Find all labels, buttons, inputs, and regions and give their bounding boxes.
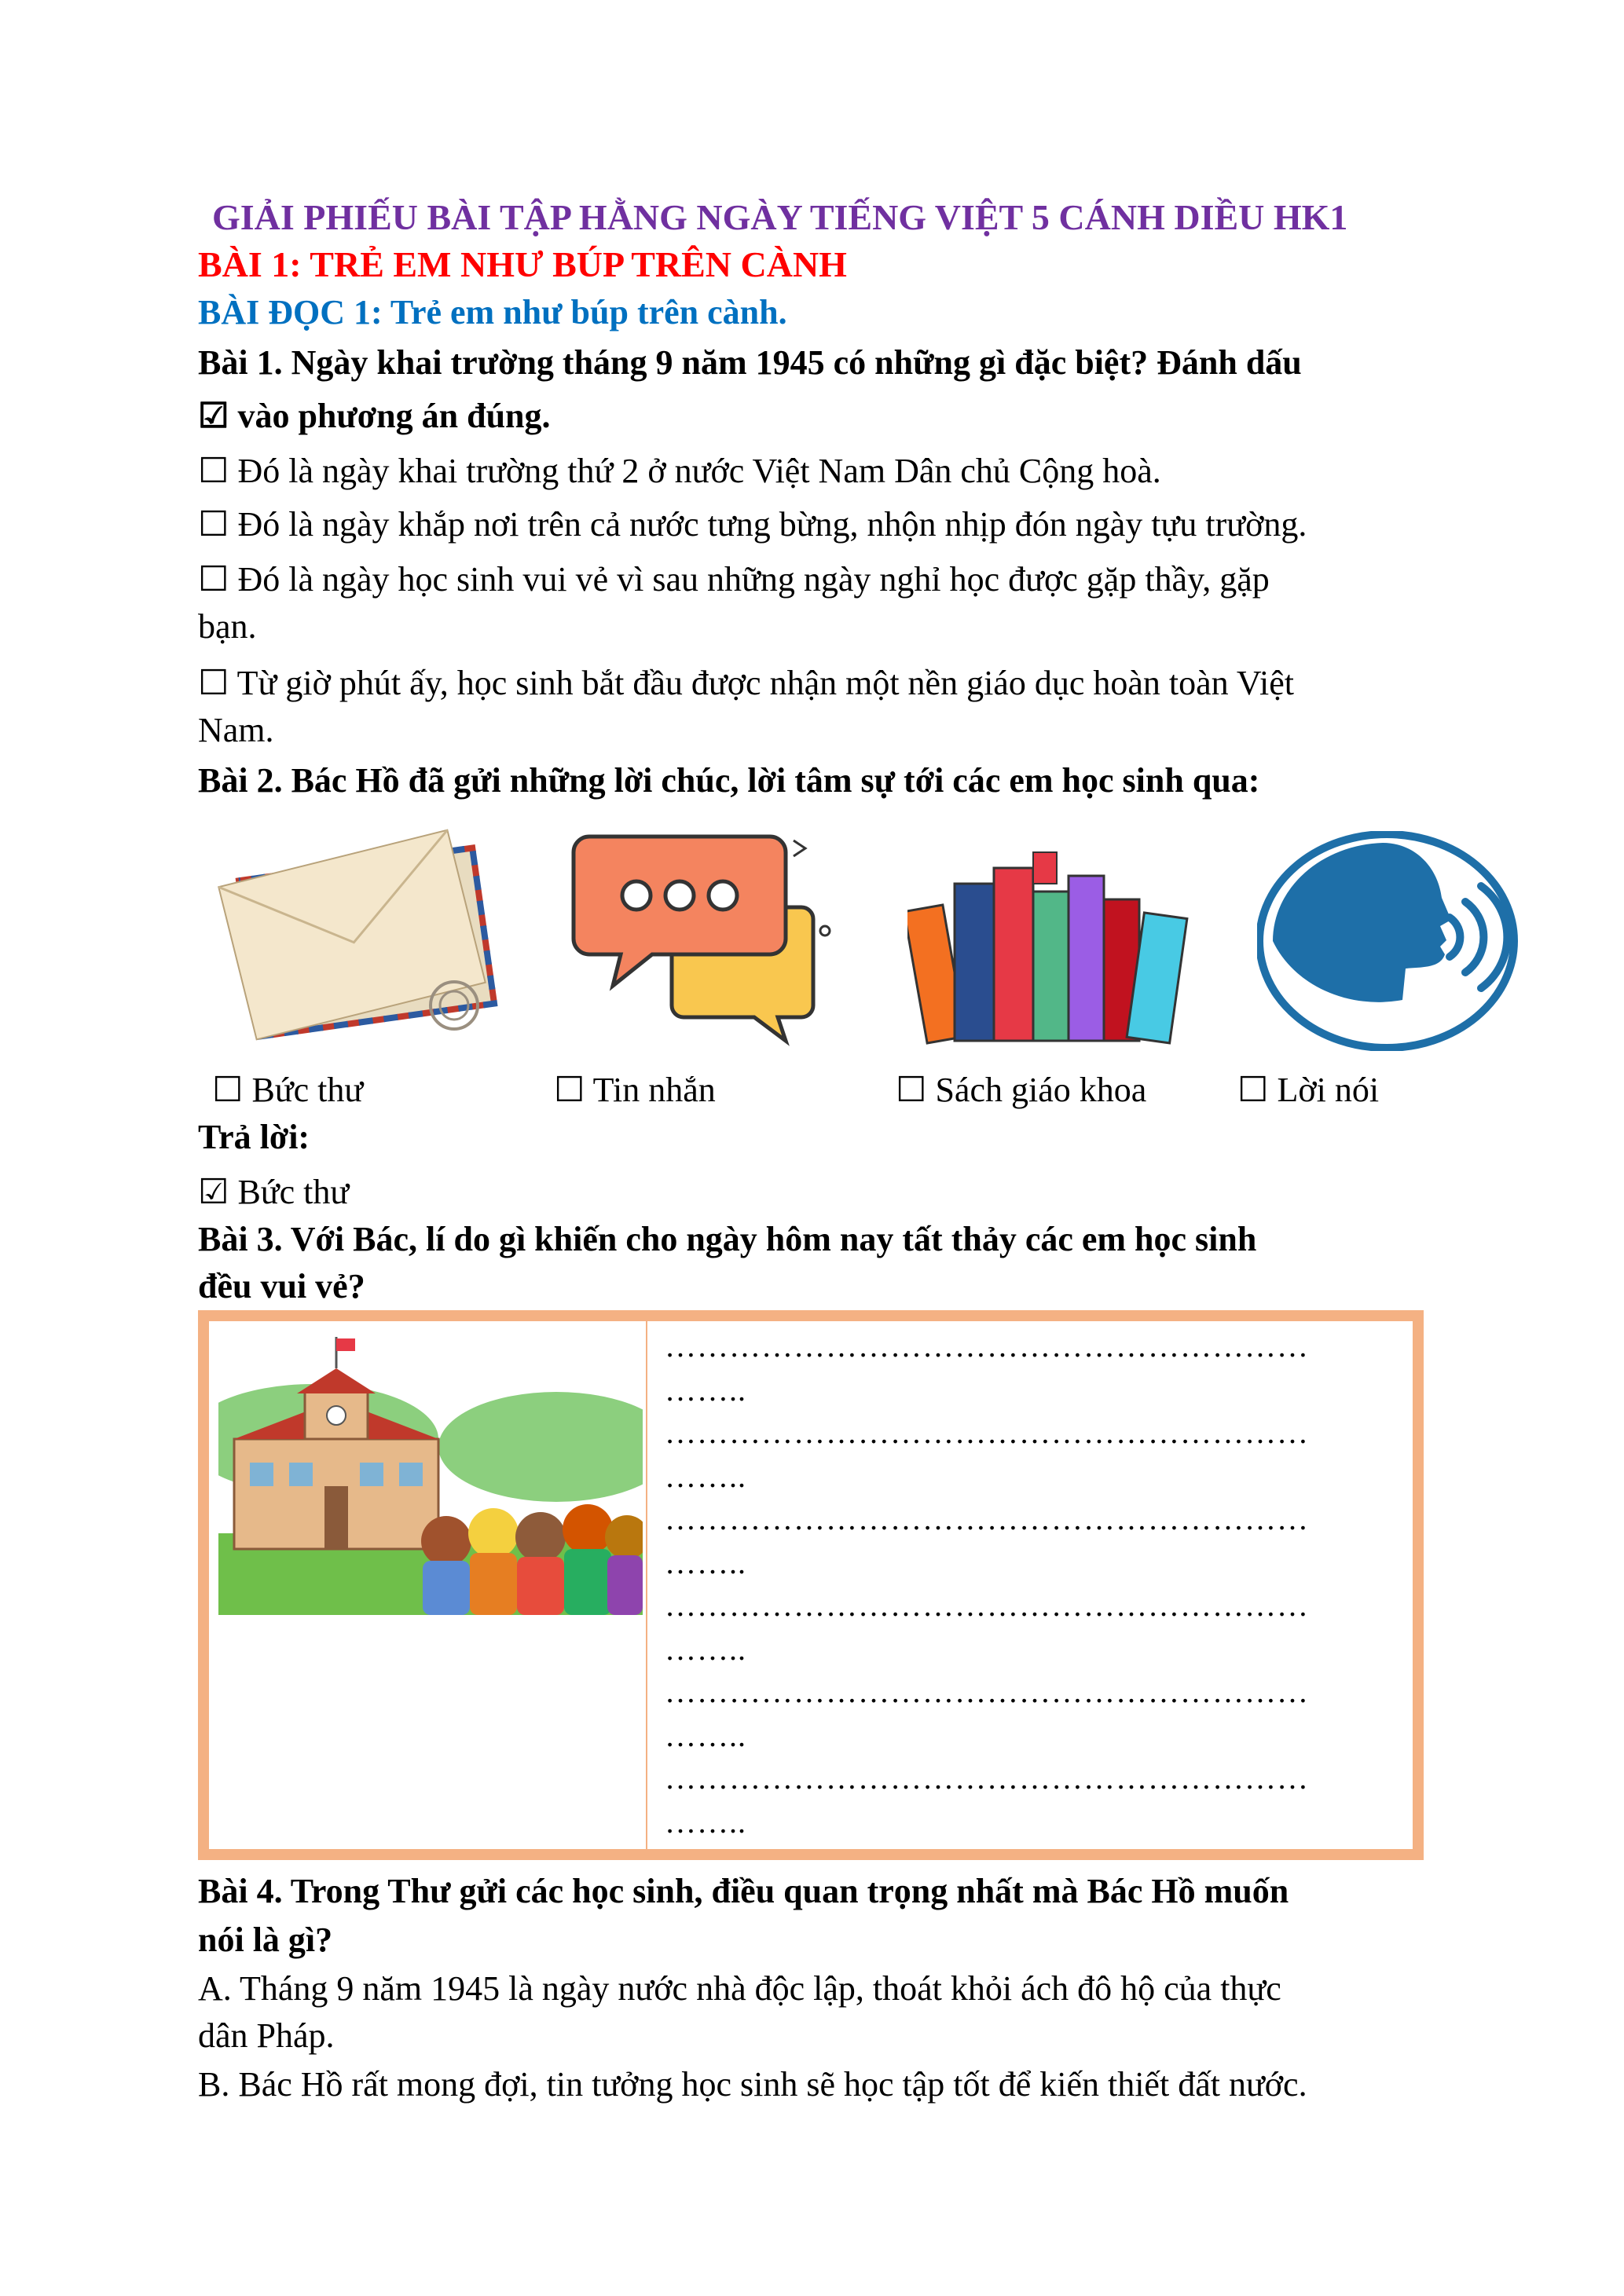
- q3-dot-line[interactable]: ……………………………………………………: [665, 1328, 1309, 1364]
- q3-answer-box: [198, 1310, 1424, 1860]
- q3-question-line1: Bài 3. Với Bác, lí do gì khiến cho ngày hôm nay tất thảy các em học sinh: [198, 1220, 1257, 1258]
- q3-dot-line[interactable]: ……………………………………………………: [665, 1760, 1309, 1796]
- envelope-icon: [211, 825, 517, 1060]
- q1-option-2[interactable]: ☐ Đó là ngày khắp nơi trên cả nước tưng bừng, nhộn nhịp đón ngày tựu trường.: [198, 505, 1307, 544]
- books-icon: [907, 844, 1190, 1049]
- q1-option-4-cont: Nam.: [198, 711, 274, 749]
- q3-dot-line: ……..: [665, 1718, 746, 1753]
- answer-box-divider: [646, 1321, 647, 1849]
- q3-dot-line[interactable]: ……………………………………………………: [665, 1501, 1309, 1536]
- speaking-head-icon: [1257, 831, 1524, 1051]
- q2-answer-label: Trả lời:: [198, 1118, 310, 1156]
- reading-title: BÀI ĐỌC 1: Trẻ em như búp trên cành.: [198, 293, 787, 331]
- q2-question: Bài 2. Bác Hồ đã gửi những lời chúc, lời tâm sự tới các em học sinh qua:: [198, 761, 1260, 800]
- q2-choice-textbook[interactable]: ☐ Sách giáo khoa: [896, 1071, 1147, 1109]
- q1-option-4[interactable]: ☐ Từ giờ phút ấy, học sinh bắt đầu được nhận một nền giáo dục hoàn toàn Việt: [198, 664, 1294, 702]
- q3-dot-line: ……..: [665, 1545, 746, 1580]
- q4-option-a[interactable]: A. Tháng 9 năm 1945 là ngày nước nhà độc lập, thoát khỏi ách đô hộ của thực: [198, 1969, 1281, 2008]
- q4-label: Bài 4: [198, 1872, 274, 1910]
- q1-option-3[interactable]: ☐ Đó là ngày học sinh vui vẻ vì sau những ngày nghỉ học được gặp thầy, gặp: [198, 560, 1270, 599]
- q3-dot-line: ……..: [665, 1804, 746, 1840]
- q3-dot-line: ……..: [665, 1631, 746, 1667]
- school-illustration-icon: [218, 1329, 643, 1615]
- q3-dot-line: ……..: [665, 1372, 746, 1408]
- q4-question-line1: [198, 1868, 1289, 1915]
- q1-option-1[interactable]: ☐ Đó là ngày khai trường thứ 2 ở nước Việt Nam Dân chủ Cộng hoà.: [198, 452, 1161, 490]
- q4-option-a-cont: dân Pháp.: [198, 2016, 335, 2055]
- chat-bubble-icon: [566, 821, 833, 1049]
- q3-dot-line[interactable]: ……………………………………………………: [665, 1587, 1309, 1623]
- q2-choice-speech[interactable]: ☐ Lời nói: [1237, 1071, 1380, 1109]
- q3-dot-line: ……..: [665, 1459, 746, 1494]
- q3-dot-line[interactable]: ……………………………………………………: [665, 1415, 1309, 1450]
- q2-choice-message[interactable]: ☐ Tin nhắn: [554, 1071, 716, 1109]
- q2-answer: ☑ Bức thư: [198, 1173, 350, 1211]
- q2-choice-letter[interactable]: ☐ Bức thư: [212, 1071, 364, 1109]
- q3-question-line2: đều vui vẻ?: [198, 1267, 365, 1305]
- q4-question-line2: nói là gì?: [198, 1921, 333, 1959]
- q1-question-line2: ☑ vào phương án đúng.: [198, 397, 551, 435]
- q3-dot-line[interactable]: ……………………………………………………: [665, 1674, 1309, 1709]
- q1-option-3-cont: bạn.: [198, 607, 257, 646]
- q1-question-line1: Bài 1. Ngày khai trường tháng 9 năm 1945 có những gì đặc biệt? Đánh dấu: [198, 343, 1302, 382]
- main-title: GIẢI PHIẾU BÀI TẬP HẰNG NGÀY TIẾNG VIỆT 5 CÁNH DIỀU HK1: [212, 197, 1348, 237]
- q4-question-text: . Trong Thư gửi các học sinh, điều quan trọng nhất mà Bác Hồ muốn: [273, 1872, 1289, 1910]
- lesson-title: BÀI 1: TRẺ EM NHƯ BÚP TRÊN CÀNH: [198, 244, 847, 284]
- q4-option-b[interactable]: B. Bác Hồ rất mong đợi, tin tưởng học sinh sẽ học tập tốt để kiến thiết đất nước.: [198, 2065, 1307, 2104]
